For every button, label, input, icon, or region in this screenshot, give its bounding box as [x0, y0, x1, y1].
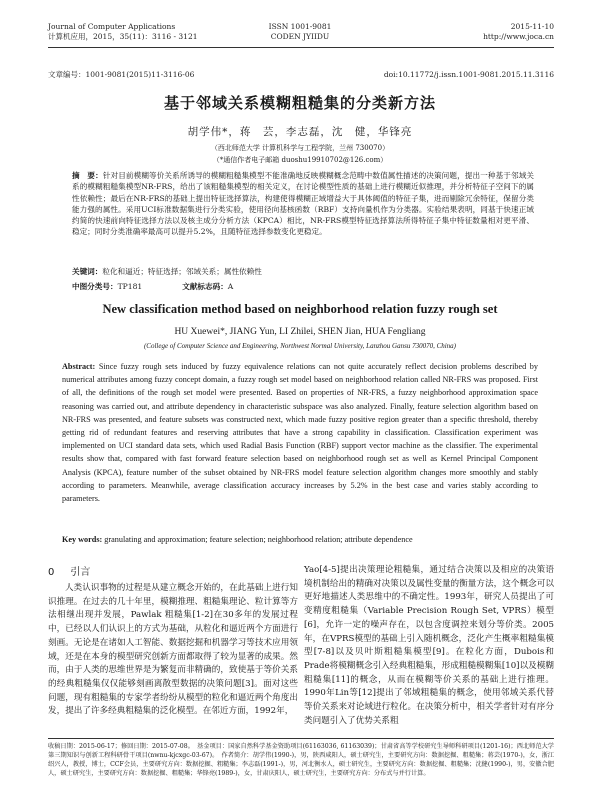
abstract-en-text: Since fuzzy rough sets induced by fuzzy equivalence relations can not quite accurately reflect decision problems described by numerical attributes among fuzzy concept domain, a fuzzy rough set model based on neighborhood relation called NR-FRS was proposed. First of all, the definitions of the rough set model were presented. Based on properties of NR-FRS, a fuzzy neighborhood approximation space reasoning was carried out, and attribute dependency in characteristic subspace was also analyzed. Finally, feature selection algorithm based on NR-FRS was presented, and feature subsets was constructed next, which made fuzzy positive region greater than a specific threshold, thereby getting rid of redundant features and reserving attributes that have a strong capability in classification. Classification experiment was implemented on UCI standard data sets, which used Radial Basis Function (RBF) support vector machine as the classifier. The experimental results show that, compared with fast forward feature selection based on neighborhood rough set as well as Kernel Principal Component Analysis (KPCA), feature number of the subset obtained by NR-FRS model feature selection algorithm changes more smoothly and stably according to parameters. Meanwhile, average classification accuracy increases by 5.2% in the best case and varies stably according to parameters. — [62, 362, 538, 504]
affiliation-en: (College of Computer Science and Engineering, Northwest Normal University, Lanzhou Gansu 730070, China) — [143, 342, 457, 350]
abstract-cn — [72, 170, 534, 238]
section-title: 引言 — [70, 567, 91, 578]
journal-name-en: Journal of Computer Applications — [48, 22, 176, 31]
corresponding-author-cn: （*通信作者电子邮箱 duoshu19910702@126.com） — [212, 156, 388, 164]
abstract-en-label: Abstract: — [62, 362, 96, 371]
paper-title-en: New classification method based on neighborhood relation fuzzy rough set — [102, 302, 498, 316]
keywords-en-label: Key words: — [62, 535, 103, 544]
keywords-cn-label: 关键词： — [72, 267, 103, 276]
keywords-cn-text: 粒化和逼近；特征选择；邻域关系；属性依赖性 — [102, 267, 262, 276]
authors-en: HU Xuewei*, JIANG Yun, LI Zhilei, SHEN Jian, HUA Fengliang — [174, 327, 426, 337]
classification-cn — [72, 281, 534, 292]
journal-name — [48, 22, 248, 42]
doc-code-label: 文献标志码： — [182, 282, 228, 291]
section-number: 0 — [48, 567, 55, 578]
header-rule — [48, 47, 554, 48]
body-column-left — [48, 582, 298, 719]
coden: CODEN JYIIDU — [270, 32, 330, 41]
issn: ISSN 1001-9081 — [268, 22, 332, 31]
journal-website: http://www.joca.cn — [483, 32, 554, 41]
issue-date: 2015-11-10 — [510, 22, 554, 31]
affiliation-cn: （西北师范大学 计算机科学与工程学院，兰州 730070） — [210, 144, 390, 152]
abstract-en — [62, 360, 538, 505]
abstract-cn-text: 针对目前模糊等价关系所诱导的模糊粗糙集模型不能准确地反映模糊概念范畴中数值属性描述的决策问题，提出一种基于邻域关系的模糊粗糙集模型NR-FRS，给出了该粗糙集模型的相关定义，在讨论模型性质的基础上进行模糊近似推理，并分析特征子空间下的属性依赖性；最后在NR-FRS的基础上提出特征选择算法，构建使得模糊正域增益大于具体阈值的特征子集，进而剔除冗余特征，保留分类能力强的属性。采用UCI标准数据集进行分类实验，使用径向基核函数（RBF）支持向量机作为分类器。实验结果表明，同基于快速正域约简的快速前向特征选择方法以及核主成分分析方法（KPCA）相比，NR-FRS模型特征选择算法所得特征子集中特征数量相对更平滑、稳定；同时分类准确率最高可以提升5.2%，且随特征选择参数变化更稳定。 — [72, 171, 534, 237]
footnote-rule — [48, 738, 554, 739]
keywords-en — [62, 533, 538, 546]
paper-title-cn: 基于邻域关系模糊粗糙集的分类新方法 — [163, 94, 436, 112]
authors-cn: 胡学伟*，蒋 芸，李志磊，沈 健，华锋亮 — [187, 126, 413, 138]
footnote: 收稿日期：2015-06-17；修回日期：2015-07-08。 基金项目：国家自然科学基金资助项目(61163036, 61163039)；甘肃省高等学校研究生导师科研项目(1201-16)；西北师范大学第三期知识与创新工程科研骨干项目(nwnu-kjcxgc-03-67)。 作者简介：胡学伟(1990-)，男，陕西咸阳人，硕士研究生，主要研究方向：数据挖掘、粗糙集；蒋芸(1970-)，女，浙江绍兴人，教授，博士，CCF会员，主要研究方向：数据挖掘、粗糙集；李志磊(1991-)，男，河北衡水人，硕士研究生，主要研究方向：数据挖掘、粗糙集；沈健(1990-)，男，安徽合肥人，硕士研究生，主要研究方向：数据挖掘、粗糙集；华锋亮(1989-)，女，甘肃庆阳人，硕士研究生，主要研究方向：分布式与并行计算。 — [48, 743, 554, 777]
body-paragraph: Yao[4-5]提出决策理论粗糙集，通过结合决策以及相应的决策语境机制给出的精确对决策以及属性变量的衡量方法，这个概念可以更好地描述人类思维中的不确定性。1993年，研究人员提出了可变精度粗糙集（Variable Precision Rough Set, VPRS）模型[6]，允许一定的噪声存在，以包含度调控来划分等价类。2005年，在VPRS模型的基础上引入随机概念，泛化产生概率粗糙集模型[7-8]以及贝叶斯粗糙集模型[9]。在粒化方面，Dubois和Prade将模糊概念引入经典粗糙集，形成粗糙模糊集[10]以及模糊粗糙集[11]的概念，从而在模糊等价关系的基础上进行推理。1990年Lin等[12]提出了邻域粗糙集的概念，使用邻域关系代替等价关系来对论域进行粒化。在决策分析中，相关学者针对有序分类问题引入了优势关系粗 — [304, 565, 554, 726]
body-paragraph: 人类认识事物的过程是从建立概念开始的，在此基础上进行知识推理。在过去的几十年里，模糊推理、粗糙集理论、粒计算等方法相继出现并发展，Pawlak 粗糙集[1-2]在30多年的发展过程中，已经以人们认识上的方式为基础，从粒化和逼近两个方面进行刻画。无论是在诸如人工智能、数据挖掘和机器学习等技术应用领域，还是在本身的模型研究创新方面都取得了较为显著的成果。然而，由于人类的思维世界是为繁复而非精确的，致使基于等价关系的经典粗糙集仅仅能够刻画离散型数据的决策问题[3]。面对这些问题，现有粗糙集的专家学者纷纷从模型的粒化和逼近两个角度出发，提出了许多经典粗糙集的泛化模型。在邻近方面，1992年， — [48, 583, 298, 717]
journal-volume-info: 计算机应用，2015，35(11)：3116 - 3121 — [48, 32, 198, 41]
journal-date-block — [440, 22, 554, 42]
keywords-cn — [72, 266, 534, 277]
abstract-cn-label: 摘 要： — [72, 171, 103, 180]
article-number: 文章编号：1001-9081(2015)11-3116-06 — [48, 70, 195, 79]
clc-label: 中图分类号： — [72, 282, 118, 291]
doc-code-value: A — [227, 282, 234, 291]
body-column-right — [304, 564, 554, 728]
journal-codes — [250, 22, 350, 42]
section-heading-intro — [48, 563, 90, 578]
doi: doi:10.11772/j.issn.1001-9081.2015.11.3116 — [383, 70, 554, 79]
clc-value: TP181 — [117, 282, 143, 291]
keywords-en-text: granulating and approximation; feature selection; neighborhood relation; attribute dependence — [104, 535, 413, 544]
